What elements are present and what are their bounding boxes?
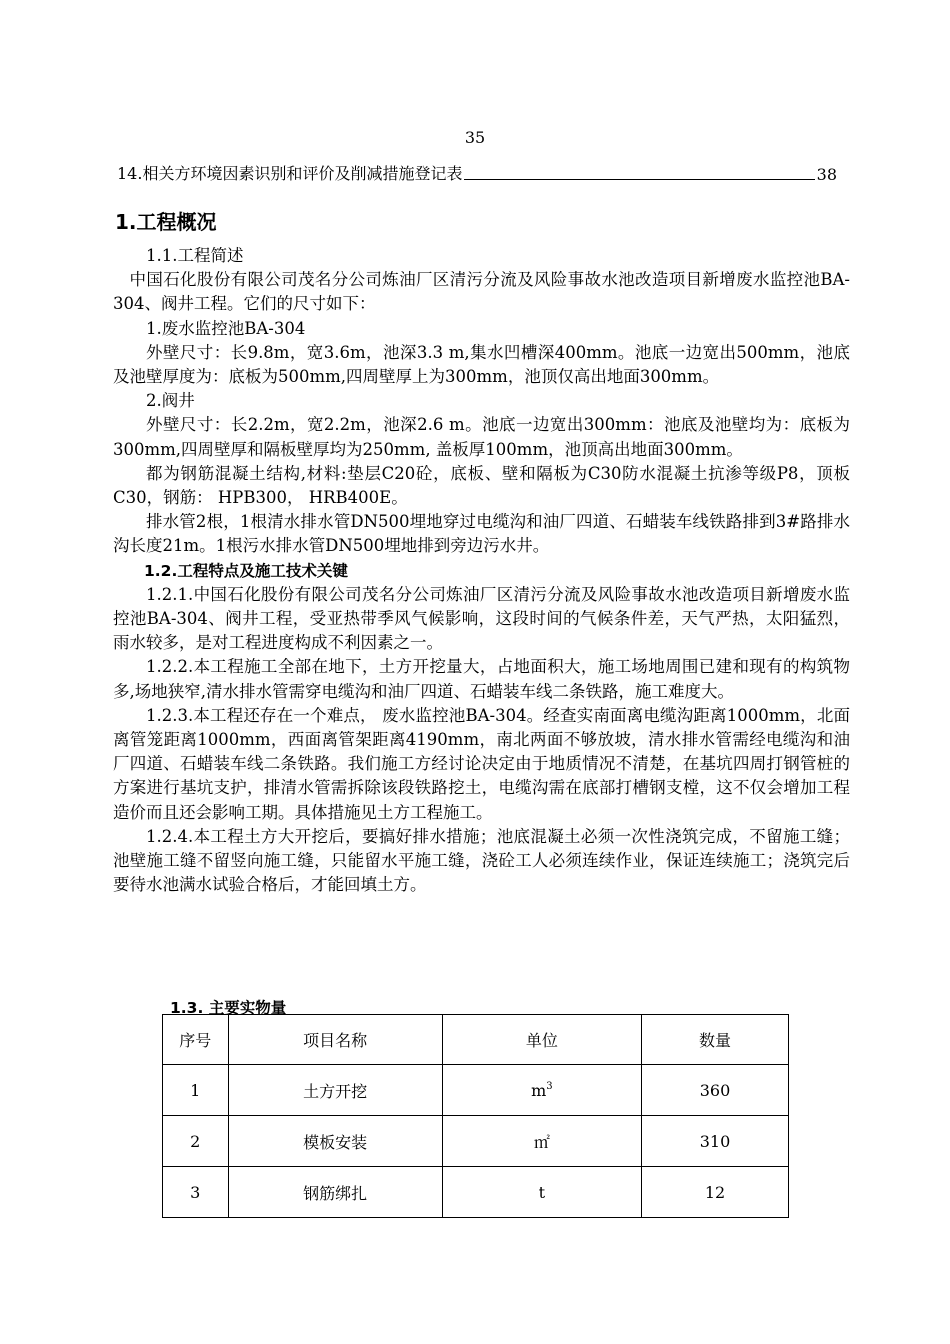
unit-text: m [531,1080,547,1100]
item1-title: 1.废水监控池BA-304 [146,318,306,338]
item2-paragraph: 外壁尺寸：长2.2m，宽2.2m，池深2.6 m。池底一边宽出300mm：池底及池壁均为：底板为300mm,四周壁厚和隔板壁厚均为250mm, 盖板厚100mm，池顶高出地面300mm。 [113,415,850,459]
table-cell-name: 土方开挖 [228,1065,442,1116]
table-row [163,1167,789,1218]
section-heading-overview: 1.工程概况 [115,210,217,234]
item2-title: 2.阀井 [146,391,195,411]
subsection-heading-1-1: 1.1.工程简述 [146,246,244,265]
table-header-cell: 项目名称 [228,1015,442,1065]
table-cell-qty: 12 [642,1167,789,1218]
toc-continued-page-number: 35 [464,128,486,147]
subsection-heading-1-2: 1.2.工程特点及施工技术关键 [144,561,348,580]
feature-paragraph-2: 1.2.2.本工程施工全部在地下，土方开挖量大，占地面积大，施工场地周围已建和现有的构筑物多,场地狭窄,清水排水管需穿电缆沟和油厂四道、石蜡装车线二条铁路，施工难度大。 [113,657,850,701]
table-cell-unit [442,1065,641,1116]
toc-entry-page: 38 [816,165,837,184]
table-cell-name: 模板安装 [228,1116,442,1167]
table-cell-no: 2 [163,1116,229,1167]
table-cell-qty: 310 [642,1116,789,1167]
toc-leader-line [464,179,814,180]
intro-paragraph: 中国石化股份有限公司茂名分公司炼油厂区清污分流及风险事故水池改造项目新增废水监控池BA-304、阀井工程。它们的尺寸如下： [113,270,850,314]
section-body [113,244,850,897]
table-cell-name: 钢筋绑扎 [228,1167,442,1218]
table-header-cell: 序号 [163,1015,229,1065]
subsection-heading-1-3: 1.3. 主要实物量 [170,999,287,1017]
table-cell-qty: 360 [642,1065,789,1116]
unit-superscript: 3 [546,1080,553,1092]
feature-paragraph-1: 1.2.1.中国石化股份有限公司茂名分公司炼油厂区清污分流及风险事故水池改造项目新增废水监控池BA-304、阀井工程，受亚热带季风气候影响，这段时间的气候条件差，天气严热，太阳猛烈，雨水较多，是对工程进度构成不利因素之一。 [113,584,850,653]
toc-entry[interactable] [117,161,837,184]
table-header-cell: 数量 [642,1015,789,1065]
table-header-row [163,1015,789,1065]
table-header-cell: 单位 [442,1015,641,1065]
table-cell-no: 1 [163,1065,229,1116]
table-cell-unit: t [442,1167,641,1218]
item1-paragraph: 外壁尺寸：长9.8m，宽3.6m，池深3.3 m,集水凹槽深400mm。池底一边宽出500mm，池底及池壁厚度为：底板为500mm,四周壁厚上为300mm，池顶仅高出地面300mm。 [113,342,850,387]
toc-entry-text: 14.相关方环境因素识别和评价及削减措施登记表 [117,164,463,183]
table-row [163,1065,789,1116]
quantities-table [162,1014,789,1218]
drainage-paragraph: 排水管2根，1根清水排水管DN500埋地穿过电缆沟和油厂四道、石蜡装车线铁路排到3#路排水沟长度21m。1根污水排水管DN500埋地排到旁边污水井。 [113,512,850,556]
table-cell-unit: ㎡ [442,1116,641,1167]
table-row [163,1116,789,1167]
feature-paragraph-3: 1.2.3.本工程还存在一个难点， 废水监控池BA-304。经查实南面离电缆沟距离1000mm，北面离管笼距离1000mm，西面离管架距离4190mm，南北两面不够放坡，清水排水管需经电缆沟和油厂四道、石蜡装车线二条铁路。我们施工方经讨论决定由于地质情况不清楚，在基坑四周打钢管桩的方案进行基坑支护，排清水管需拆除该段铁路挖土，电缆沟需在底部打槽钢支樘，这不仅会增加工程造价而且还会影响工期。具体措施见土方工程施工。 [113,705,850,822]
table-cell-no: 3 [163,1167,229,1218]
feature-paragraph-4: 1.2.4.本工程土方大开挖后，要搞好排水措施；池底混凝土必须一次性浇筑完成，不留施工缝；池壁施工缝不留竖向施工缝，只能留水平施工缝，浇砼工人必须连续作业，保证连续施工；浇筑完后要待水池满水试验合格后，才能回填土方。 [113,826,850,895]
structure-paragraph: 都为钢筋混凝土结构,材料:垫层C20砼，底板、壁和隔板为C30防水混凝土抗渗等级P8，顶板C30，钢筋： HPB300， HRB400E。 [113,463,850,508]
